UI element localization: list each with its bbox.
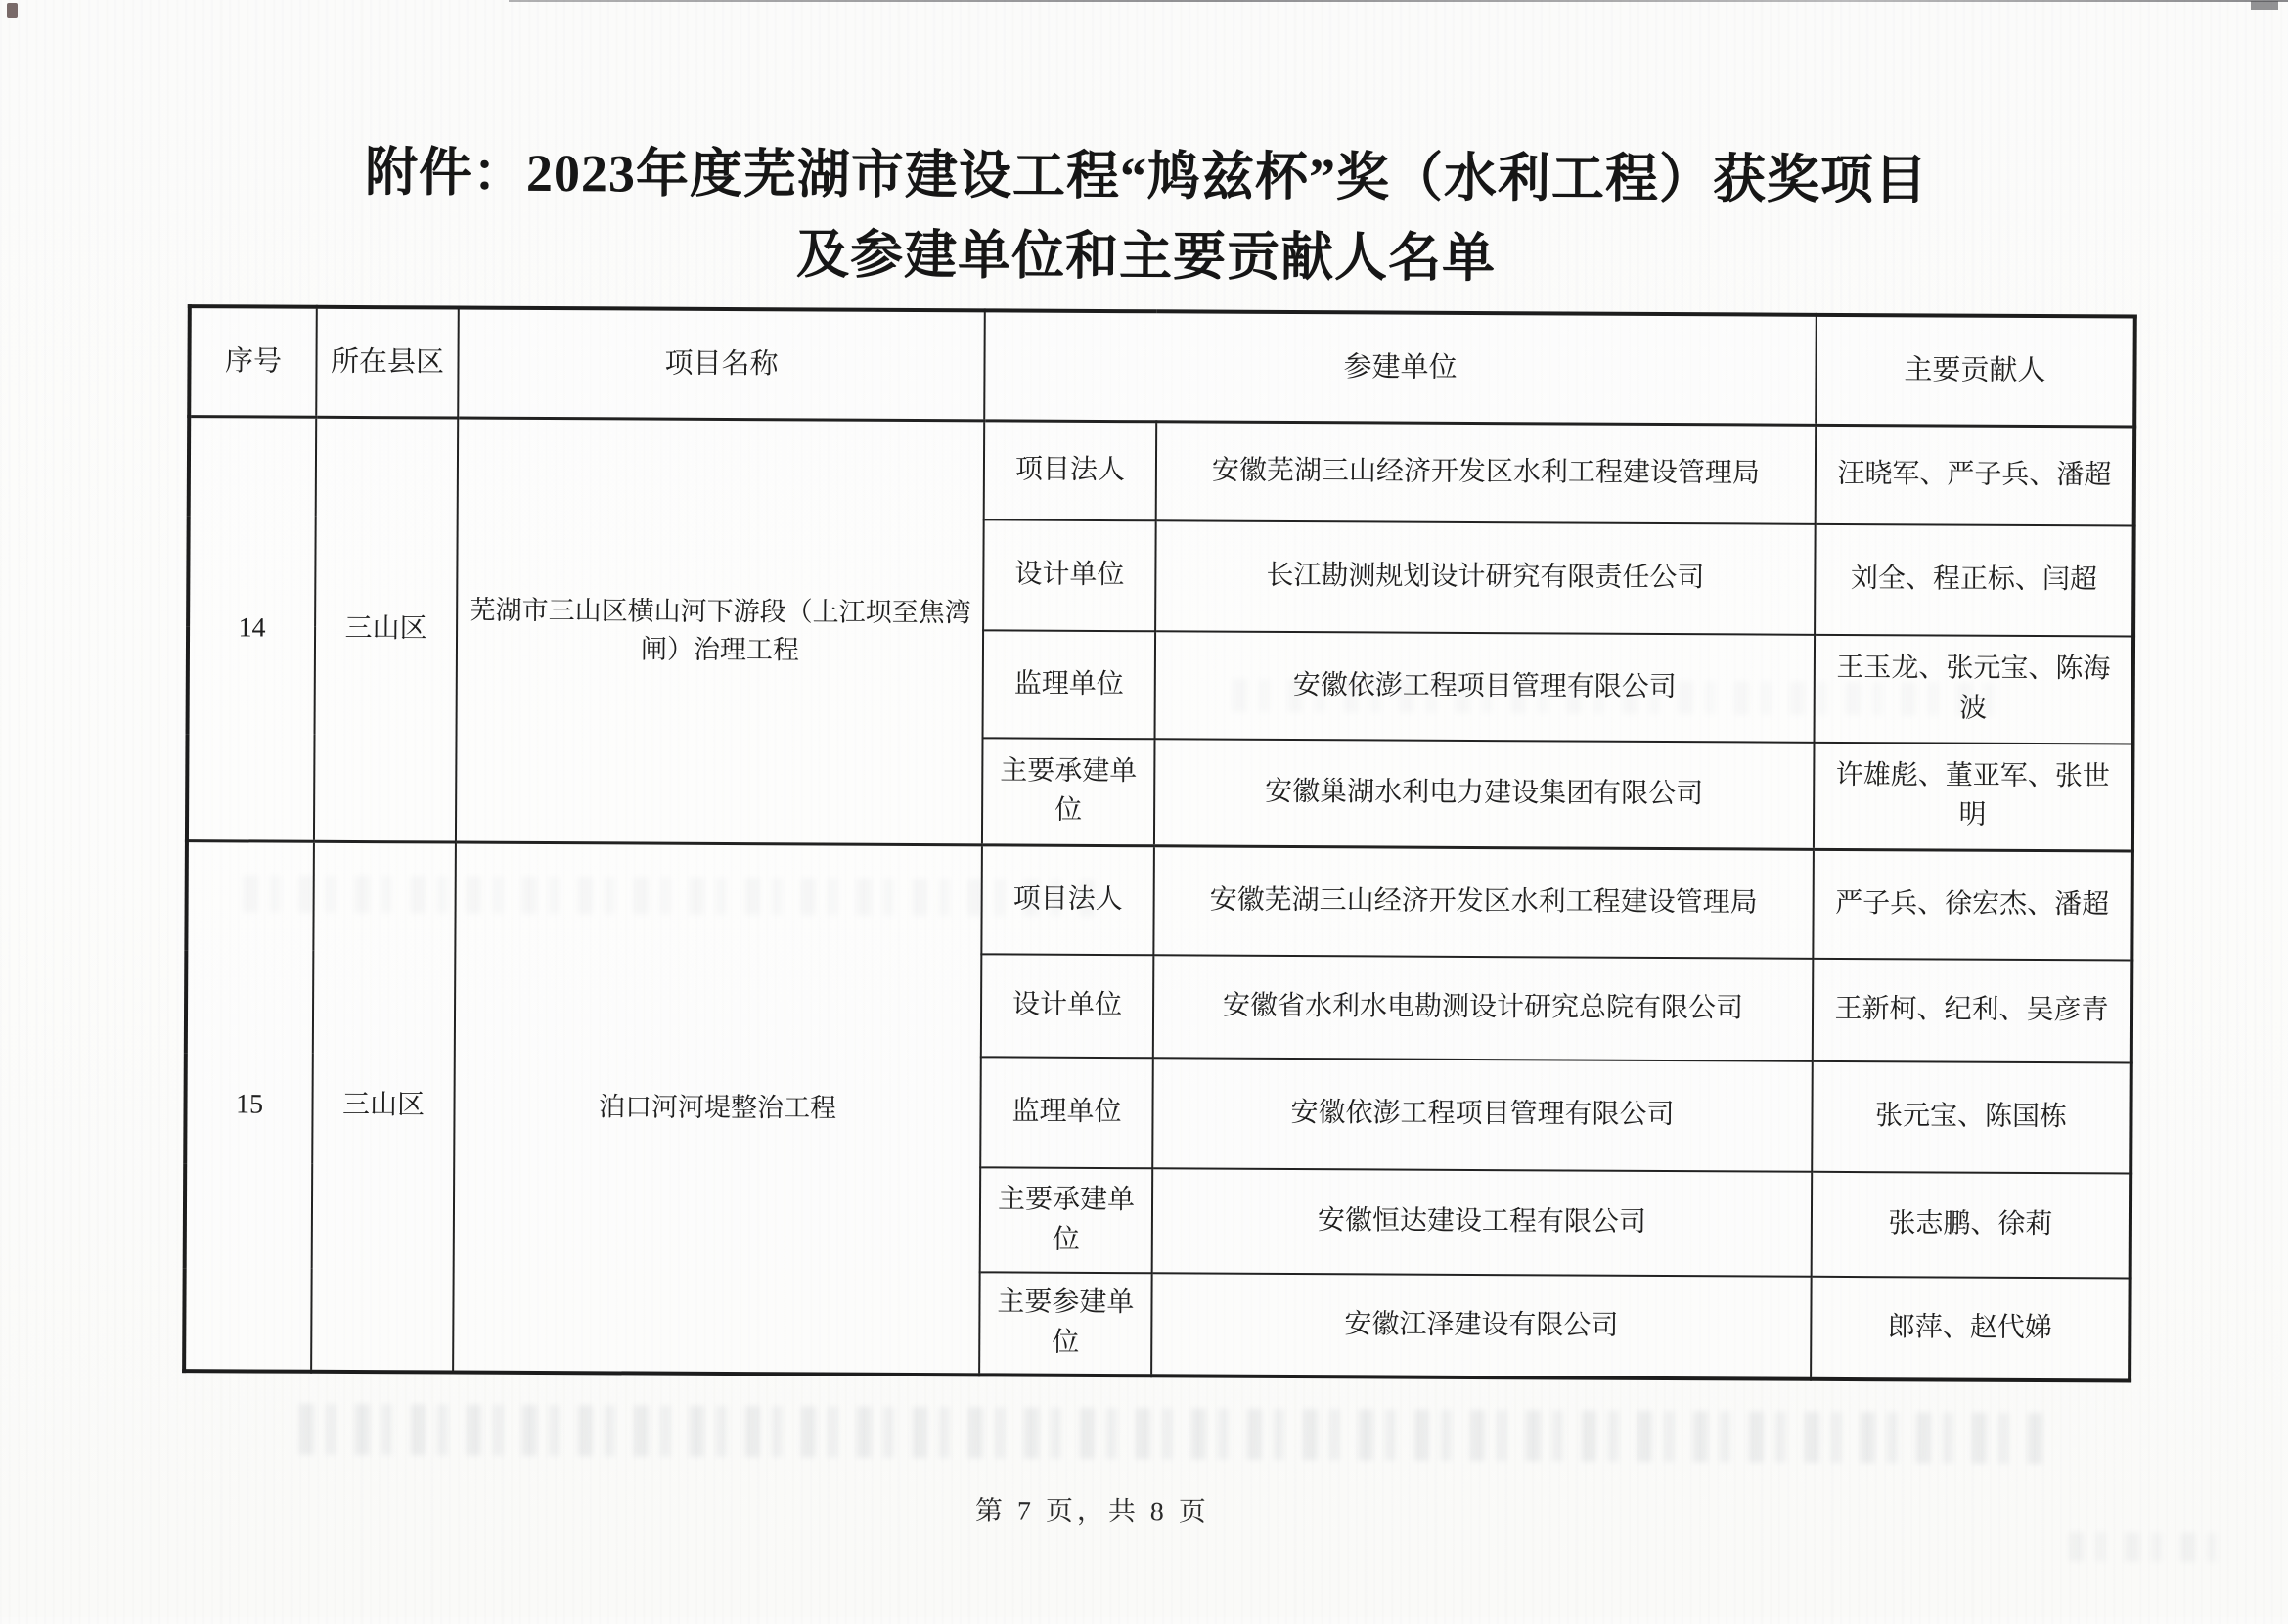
row15-role-main-participant: 主要参建单位 (979, 1272, 1152, 1376)
row14-role-design: 设计单位 (983, 519, 1156, 631)
scan-bleedthrough-band (2069, 1532, 2216, 1562)
award-projects-table (182, 304, 2137, 1382)
row15-role-legal-entity: 项目法人 (981, 844, 1154, 955)
row14-contributors-main-contractor: 许雄彪、董亚军、张世明 (1814, 743, 2133, 851)
row14-role-supervision: 监理单位 (983, 630, 1156, 739)
scan-corner-artifact (7, 3, 18, 18)
row14-company-design: 长江勘测规划设计研究有限责任公司 (1155, 520, 1816, 635)
row15-company-main-contractor: 安徽恒达建设工程有限公司 (1152, 1168, 1813, 1277)
row14-index: 14 (187, 416, 316, 841)
header-project: 项目名称 (458, 308, 985, 421)
row14-project-name: 芜湖市三山区横山河下游段（上江坝至焦湾闸）治理工程 (456, 418, 984, 845)
row15-role-main-contractor: 主要承建单位 (980, 1167, 1153, 1273)
row15-company-main-participant: 安徽江泽建设有限公司 (1151, 1273, 1812, 1379)
row14-contributors-legal-entity: 汪晓军、严子兵、潘超 (1816, 425, 2135, 526)
row15-company-design: 安徽省水利水电勘测设计研究总院有限公司 (1153, 955, 1814, 1061)
scan-edge-artifact (509, 0, 2288, 2)
row15-role-supervision: 监理单位 (980, 1057, 1153, 1168)
document-title-line-1: 附件：2023年度芜湖市建设工程“鸠兹杯”奖（水利工程）获奖项目 (364, 143, 1929, 210)
row14-contributors-design: 刘全、程正标、闫超 (1815, 524, 2134, 637)
scan-corner-artifact (2251, 1, 2278, 10)
page-number: 第 7 页，共 8 页 (974, 1496, 1210, 1528)
row14-company-legal-entity: 安徽芜湖三山经济开发区水利工程建设管理局 (1156, 421, 1817, 524)
row15-role-design: 设计单位 (981, 954, 1154, 1058)
header-index: 序号 (189, 306, 317, 417)
row14-district: 三山区 (314, 417, 458, 842)
header-participants: 参建单位 (984, 310, 1817, 424)
row14-company-supervision: 安徽依澎工程项目管理有限公司 (1155, 631, 1816, 743)
scan-bleedthrough-band (244, 875, 1104, 917)
row14-role-legal-entity: 项目法人 (984, 420, 1157, 520)
table-row (189, 416, 2135, 525)
row15-contributors-main-participant: 郎萍、赵代娣 (1811, 1277, 2131, 1381)
row15-district: 三山区 (311, 841, 456, 1373)
row15-index: 15 (184, 840, 314, 1372)
row15-contributors-design: 王新柯、纪利、吴彦青 (1813, 959, 2132, 1063)
row15-project-name: 泊口河河堤整治工程 (453, 842, 982, 1376)
row15-company-legal-entity: 安徽芜湖三山经济开发区水利工程建设管理局 (1153, 845, 1814, 959)
header-contributors: 主要贡献人 (1816, 315, 2135, 427)
row14-contributors-supervision: 王玉龙、张元宝、陈海波 (1815, 635, 2134, 744)
header-district: 所在县区 (316, 307, 459, 418)
row14-role-main-contractor: 主要承建单位 (982, 738, 1155, 845)
row15-company-supervision: 安徽依澎工程项目管理有限公司 (1152, 1058, 1813, 1172)
document-title-line-2: 及参建单位和主要贡献人名单 (795, 225, 1497, 289)
document-title (2, 130, 2288, 302)
table-header-row (189, 306, 2135, 426)
row15-contributors-supervision: 张元宝、陈国栋 (1812, 1061, 2131, 1174)
scan-bleedthrough-band (1233, 679, 1996, 716)
row15-contributors-legal-entity: 严子兵、徐宏杰、潘超 (1813, 849, 2132, 961)
scan-bleedthrough-band (299, 1404, 2050, 1464)
row14-company-main-contractor: 安徽巢湖水利电力建设集团有限公司 (1154, 739, 1815, 849)
row15-contributors-main-contractor: 张志鹏、徐莉 (1812, 1172, 2131, 1279)
